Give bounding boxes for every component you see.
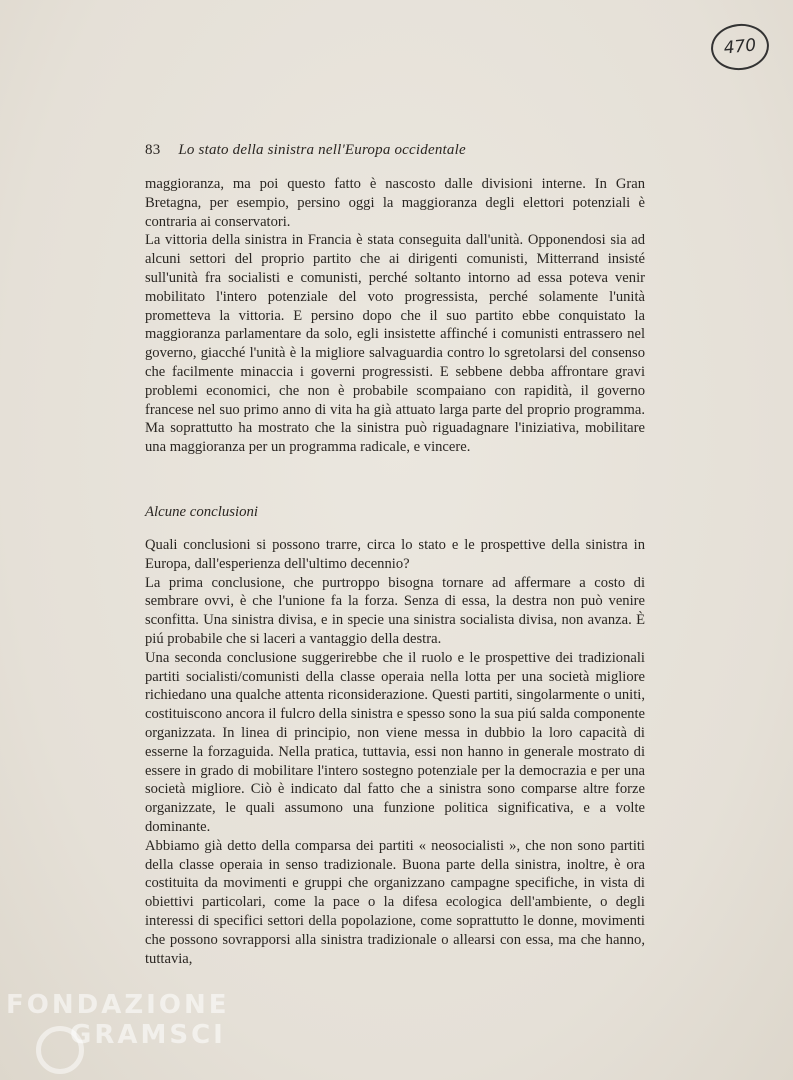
running-header	[145, 142, 466, 159]
watermark-line-1: FONDAZIONE	[6, 990, 230, 1020]
paragraph: maggioranza, ma poi questo fatto è nascosto dalle divisioni interne. In Gran Bretagna, per esempio, persino oggi la maggioranza degli elettori potenziali è contraria ai conservatori.	[145, 176, 645, 230]
body-text-bottom	[145, 536, 645, 968]
section-heading: Alcune conclusioni	[145, 504, 258, 520]
paragraph: Una seconda conclusione suggerirebbe che il ruolo e le prospettive dei tradizionali partiti socialisti/comunisti della classe operaia nella lotta per una società migliore richiedano una qualche attenta riconsiderazione. Questi partiti, singolarmente o uniti, costituiscono ancora il fulcro della sinistra e spesso sono la sua piú salda componente organizzata. In linea di principio, non viene messa in dubbio la loro capacità di esserne la forzaguida. Nella pratica, tuttavia, essi non hanno in generale mostrato di essere in grado di mobilitare l'intero sostegno potenziale per la democrazia e per una società migliore. Ciò è indicato dal fatto che a sinistra sono comparse altre forze organizzate, le quali assumono una funzione politica significativa, e a volte dominante.	[145, 649, 645, 835]
body-text-top	[145, 175, 645, 457]
watermark-ring-icon	[36, 1026, 84, 1074]
archive-page-stamp	[709, 21, 771, 73]
watermark-line-2: GRAMSCI	[70, 1020, 226, 1050]
paragraph: Abbiamo già detto della comparsa dei partiti « neosocialisti », che non sono partiti della classe operaia in senso tradizionale. Buona parte della sinistra, inoltre, è ora costituita da movimenti e gruppi che organizzano campagne specifiche, in vista di obiettivi particolari, come la pace o la difesa ecologica dell'ambiente, o degli interessi di specifici settori della popolazione, come soprattutto le donne, movimenti che possono sovrapporsi alla sinistra tradizionale o allearsi con essa, ma che hanno, tuttavia,	[145, 837, 645, 967]
chapter-title: Lo stato della sinistra nell'Europa occidentale	[178, 142, 466, 158]
paragraph: La prima conclusione, che purtroppo bisogna tornare ad affermare a costo di sembrare ovvi, è che l'unione fa la forza. Senza di essa, la destra non può venire sconfitta. Una sinistra divisa, e in specie una sinistra socialista divisa, non avanza. È piú probabile che si laceri a vantaggio della destra.	[145, 574, 645, 647]
paragraph: La vittoria della sinistra in Francia è stata conseguita dall'unità. Opponendosi sia ad alcuni settori del proprio partito che ai dirigenti comunisti, Mitterrand insisté sull'unità fra socialisti e comunisti, perché soltanto intorno ad essa poteva venir mobilitato l'intero potenziale del voto progressista, perché solamente l'unità prometteva la vittoria. E persino dopo che il suo partito ebbe conquistato la maggioranza parlamentare da solo, egli insistette affinché i comunisti entrassero nel governo, giacché l'unità è la migliore salvaguardia contro lo sgretolarsi del consenso che facilmente minaccia i governi progressisti. E sebbene debba affrontare gravi problemi economici, che non è probabile scompaiano con rapidità, il governo francese nel suo primo anno di vita ha già attuato larga parte del proprio programma. Ma soprattutto ha mostrato che la sinistra può riguadagnare l'iniziativa, mobilitare una maggioranza per un programma radicale, e vincere.	[145, 232, 645, 456]
fondazione-gramsci-watermark	[6, 990, 229, 1050]
paragraph: Quali conclusioni si possono trarre, circa lo stato e le prospettive della sinistra in Europa, dall'esperienza dell'ultimo decennio?	[145, 537, 645, 572]
page-number: 83	[145, 142, 161, 158]
archive-page-number: 470	[722, 35, 758, 59]
